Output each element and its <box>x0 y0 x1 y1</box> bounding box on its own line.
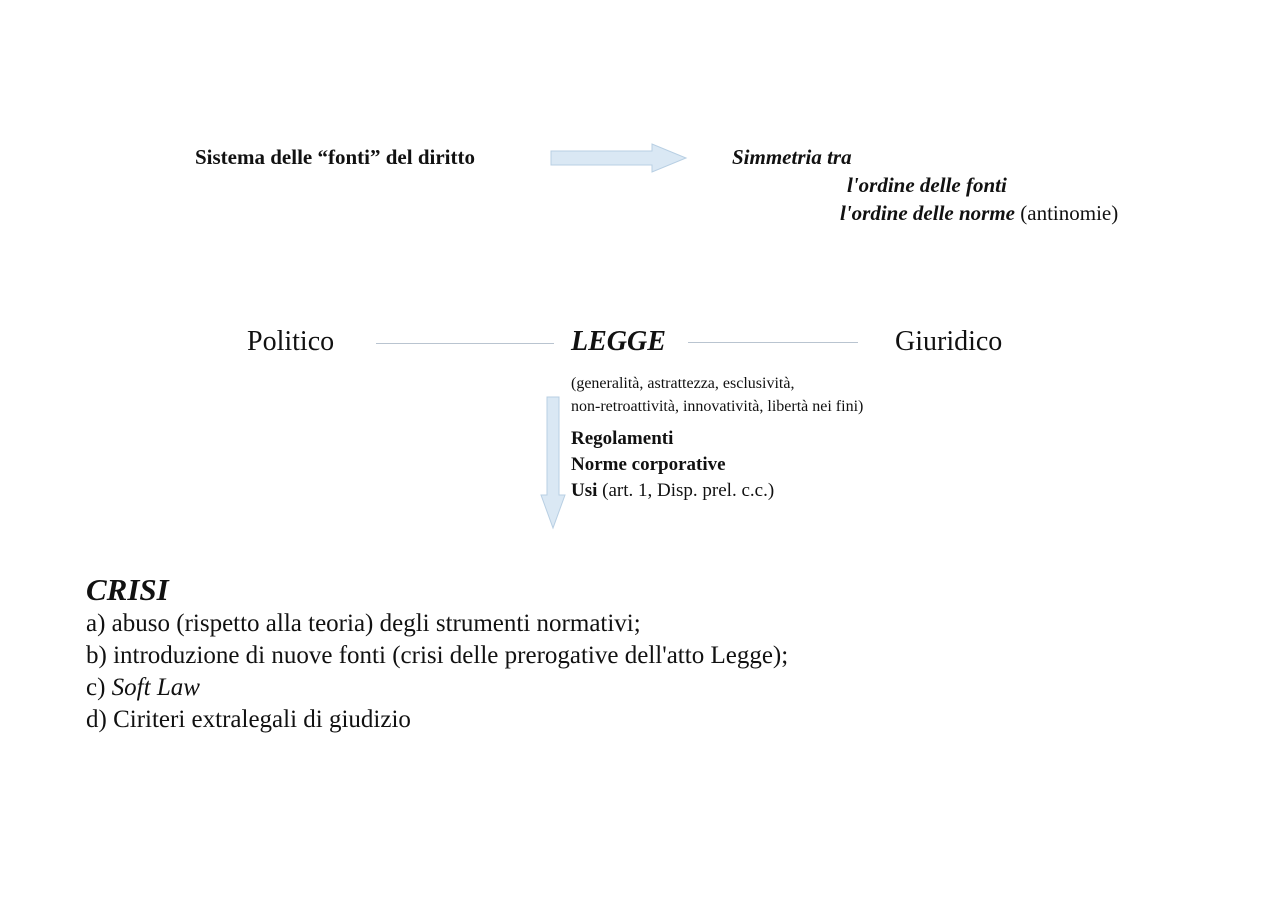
arrow-down-icon <box>539 395 567 531</box>
sistema-fonti-label: Sistema delle “fonti” del diritto <box>195 145 475 169</box>
list-item <box>86 608 788 640</box>
fonti-secondarie-list <box>571 426 774 504</box>
ordine-norme-label: l'ordine delle norme <box>840 201 1015 225</box>
crisi-title: CRISI <box>86 572 169 607</box>
giuridico-label: Giuridico <box>895 326 1003 357</box>
ordine-norme-line <box>840 201 1118 226</box>
politico-label: Politico <box>247 326 335 357</box>
list-item <box>86 640 788 672</box>
list-item <box>86 672 788 704</box>
item-prefix: c) <box>86 674 112 701</box>
item-prefix: b) <box>86 642 114 669</box>
item-text: introduzione di nuove fonti (crisi delle prerogative dell'atto Legge); <box>113 642 789 669</box>
legge-label: LEGGE <box>571 326 666 357</box>
fonte-note: (art. 1, Disp. prel. c.c.) <box>602 480 775 501</box>
simmetria-label: Simmetria tra <box>732 145 852 169</box>
fonte-label: Regolamenti <box>571 428 674 449</box>
ordine-fonti-label: l'ordine delle fonti <box>847 173 1007 197</box>
fonte-label: Norme corporative <box>571 454 726 475</box>
list-item <box>571 478 774 504</box>
arrow-right-icon <box>548 141 690 175</box>
fonte-label: Usi <box>571 480 598 501</box>
item-prefix: a) <box>86 610 112 637</box>
crisi-list <box>86 608 788 736</box>
connector-line-left <box>376 343 554 344</box>
list-item <box>571 452 774 478</box>
item-prefix: d) <box>86 706 114 733</box>
antinomie-label: (antinomie) <box>1020 201 1119 225</box>
item-text: Ciriteri extralegali di giudizio <box>113 706 411 733</box>
list-item <box>86 704 788 736</box>
item-text: Soft Law <box>111 674 200 701</box>
connector-line-right <box>688 342 858 343</box>
list-item <box>571 426 774 452</box>
caratteri-line-2: non-retroattività, innovatività, libertà nei fini) <box>571 398 864 415</box>
legge-caratteri <box>571 372 863 418</box>
item-text: abuso (rispetto alla teoria) degli strumenti normativi; <box>111 610 641 637</box>
caratteri-line-1: (generalità, astrattezza, esclusività, <box>571 375 795 392</box>
